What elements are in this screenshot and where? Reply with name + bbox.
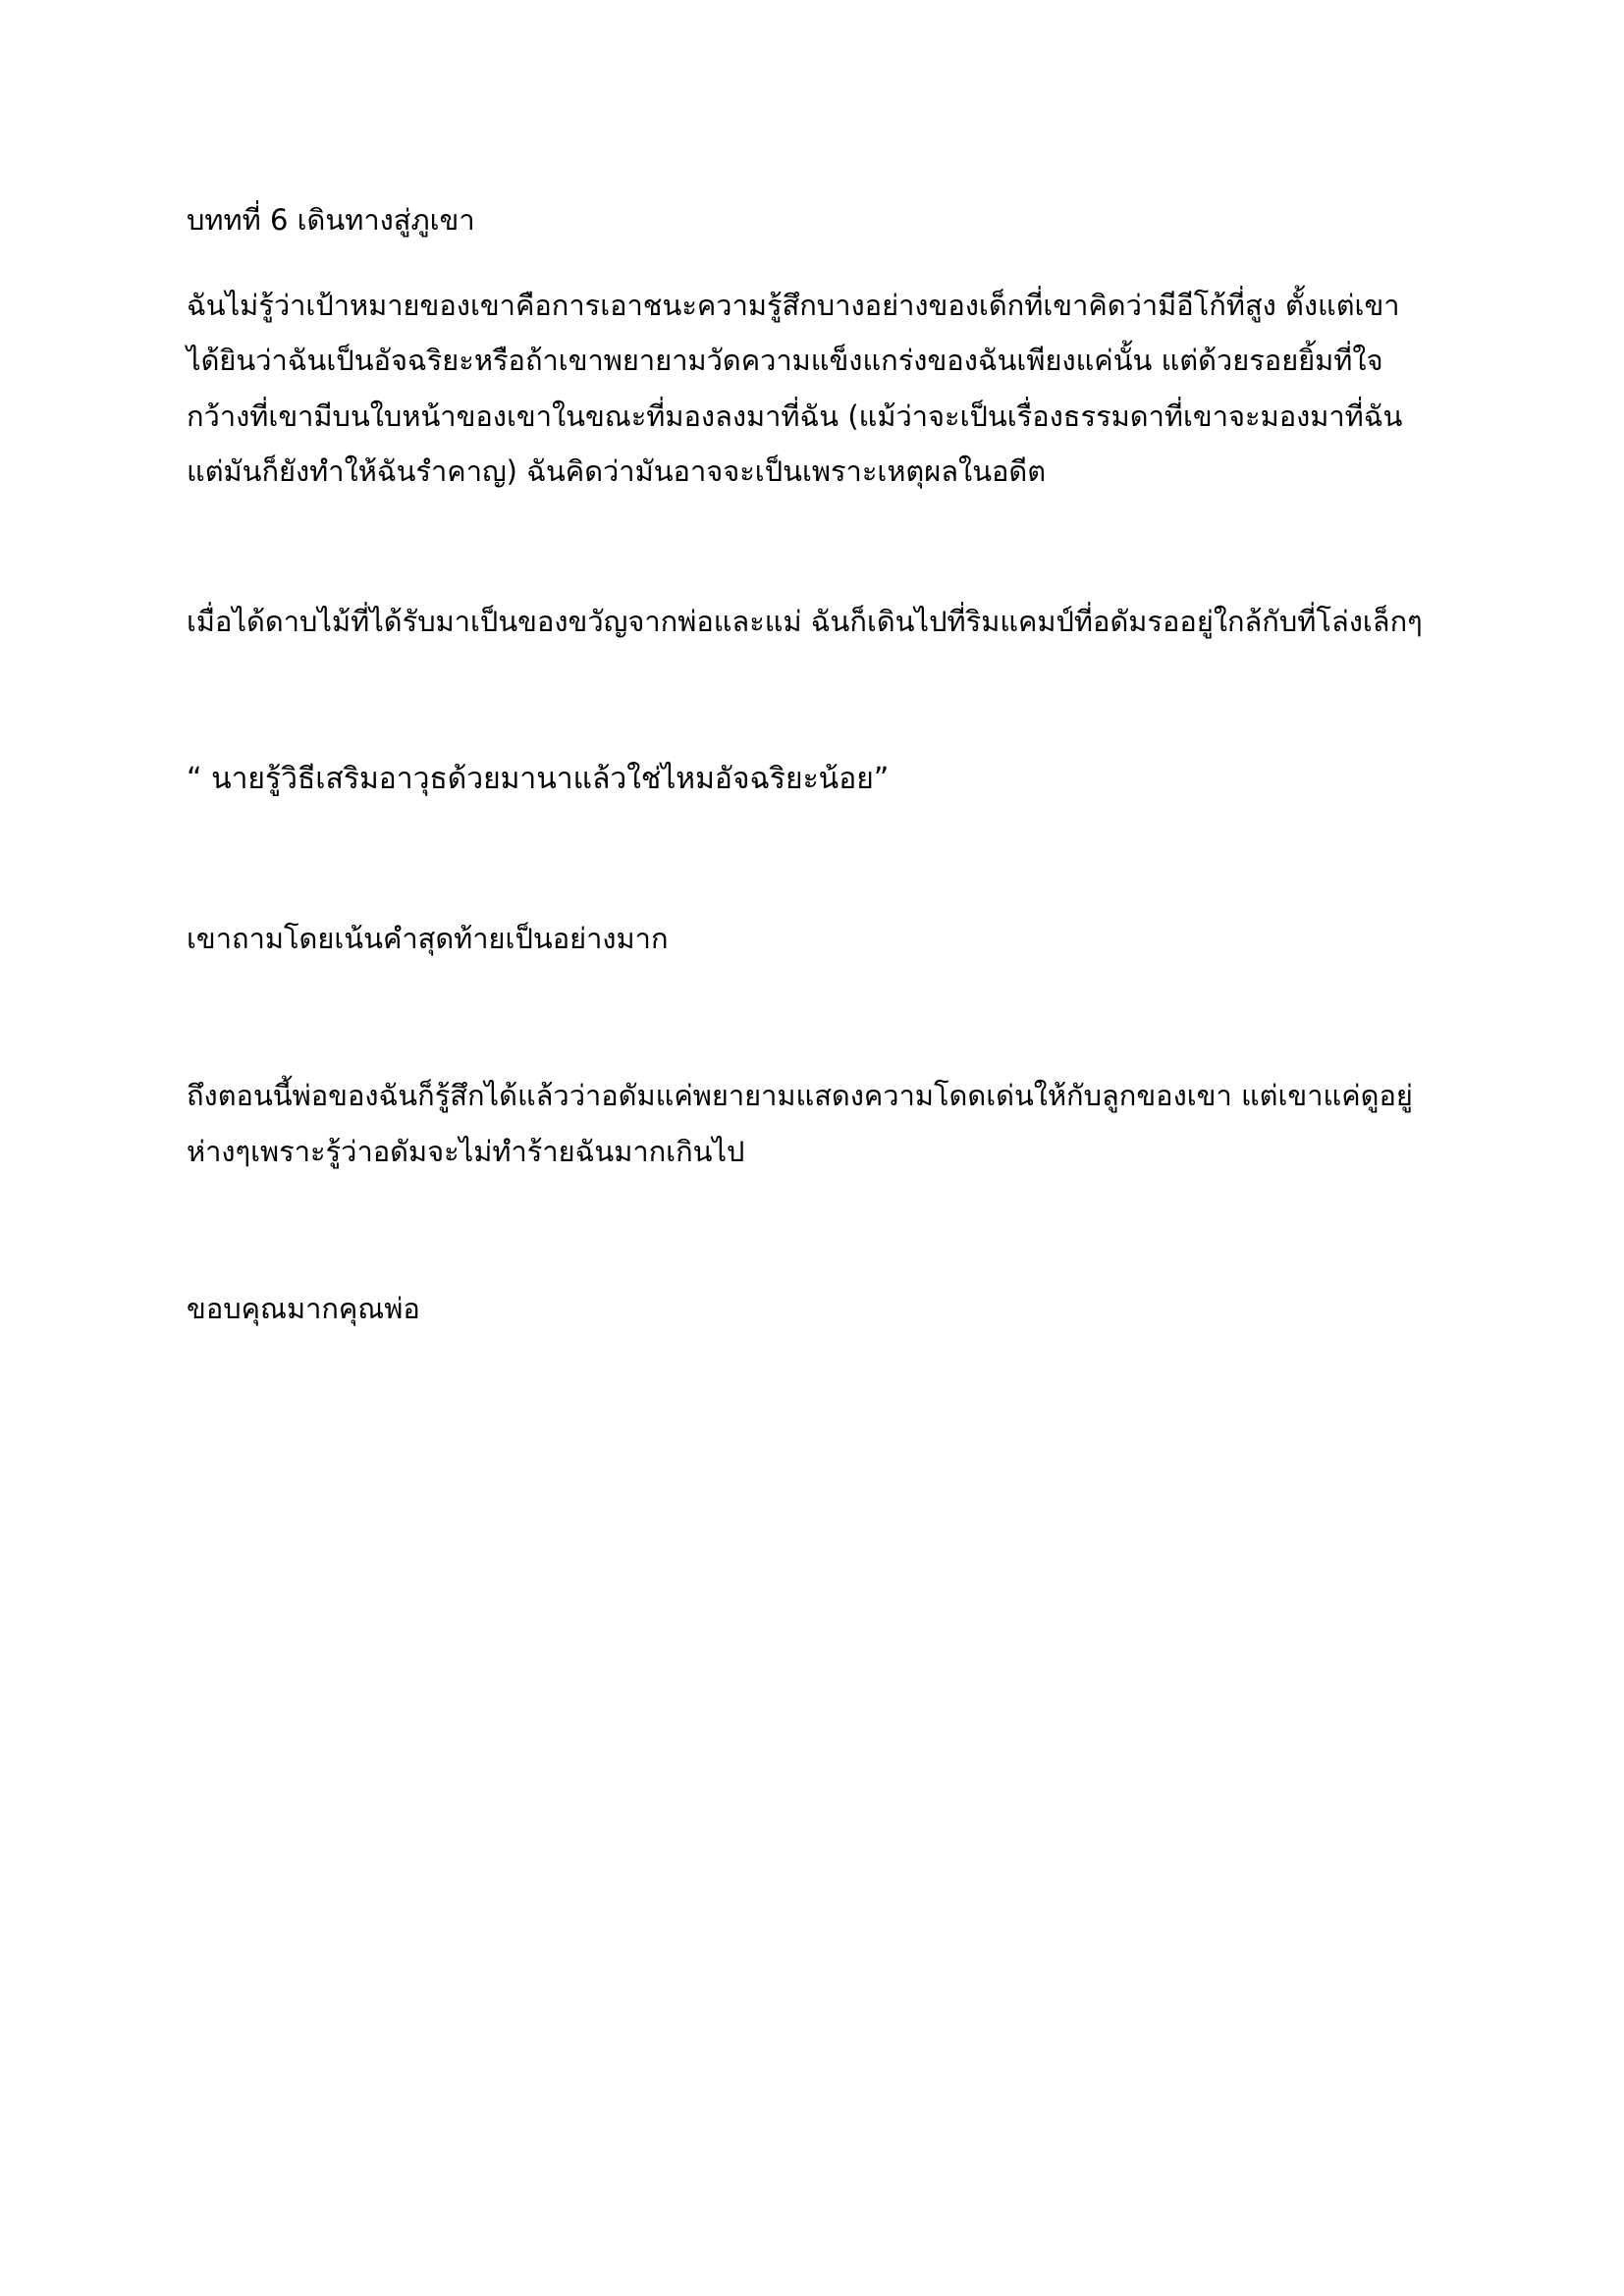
spacer <box>187 1179 1434 1281</box>
spacer <box>187 500 1434 594</box>
paragraph-1: ฉันไม่รู้ว่าเป้าหมายของเขาคือการเอาชนะความรู้สึกบางอย่างของเด็กที่เขาคิดว่ามีอีโก้ที่สูง ตั้งแต่เขาได้ยินว่าฉันเป็นอัจฉริยะหรือถ้าเขาพยายามวัดความแข็งแกร่งของฉันเพียงแค่นั้น แต่ด้วยรอยยิ้มที่ใจกว้างที่เขามีบนใบหน้าของเขาในขณะที่มองลงมาที่ฉัน (แม้ว่าจะเป็นเรื่องธรรมดาที่เขาจะมองมาที่ฉัน แต่มันก็ยังทำให้ฉันรำคาญ) ฉันคิดว่ามันอาจจะเป็นเพราะเหตุผลในอดีต <box>187 288 1412 489</box>
dialogue-quote: “ นายรู้วิธีเสริมอาวุธด้วยมานาแล้วใช่ไหมอัจฉริยะน้อย” <box>187 762 890 797</box>
paragraph-5: ขอบคุณมากคุณพ่อ <box>187 1292 420 1326</box>
spacer <box>187 248 1434 278</box>
paragraph-3: เขาถามโดยเน้นคำสุดท้ายเป็นอย่างมาก <box>187 921 669 955</box>
document-body <box>187 192 1434 1337</box>
spacer <box>187 809 1434 911</box>
spacer <box>187 966 1434 1068</box>
spacer <box>187 649 1434 751</box>
paragraph-2: เมื่อได้ดาบไม้ที่ได้รับมาเป็นของขวัญจากพ่อและแม่ ฉันก็เดินไปที่ริมแคมป์ที่อดัมรออยู่ใกล้กับที่โล่งเล็กๆ <box>187 604 1423 638</box>
paragraph-4: ถึงตอนนี้พ่อของฉันก็รู้สึกได้แล้วว่าอดัมแค่พยายามแสดงความโดดเด่นให้กับลูกของเขา แต่เขาแค่ดูอยู่ห่างๆเพราะรู้ว่าอดัมจะไม่ทำร้ายฉันมากเกินไป <box>187 1079 1413 1168</box>
chapter-heading: บททที่ 6 เดินทางสู่ภูเขา <box>187 203 475 237</box>
